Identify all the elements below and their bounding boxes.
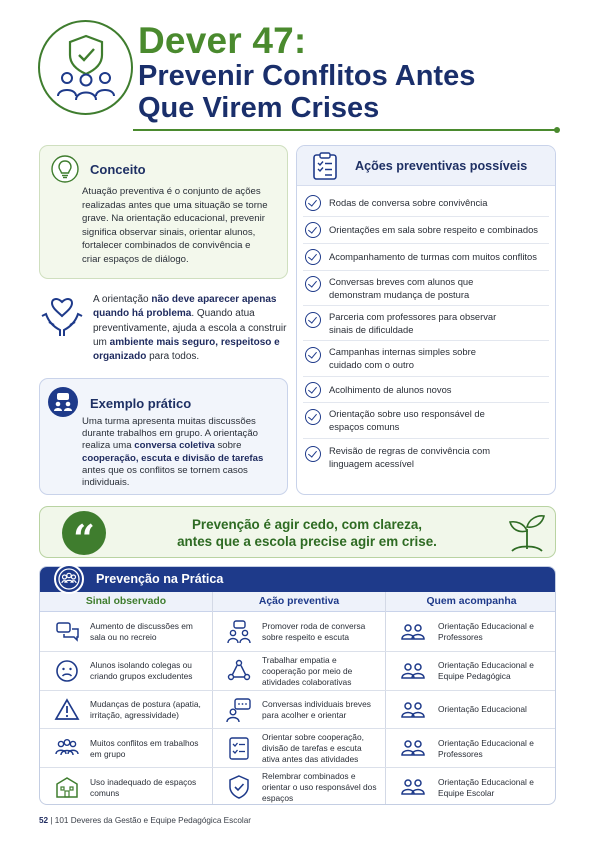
orientation-emphasis: ambiente mais seguro, respeitoso e organizado <box>93 336 280 363</box>
team-network-icon <box>226 658 252 684</box>
people-pair-icon <box>400 658 426 684</box>
list-item-label: Conversas breves com alunos que demonstram mudança de postura <box>329 276 474 300</box>
concept-line: significa observar sinais, orientar alunos, <box>82 226 256 238</box>
heart-hands-icon <box>40 294 84 338</box>
example-text-part: sobre <box>214 440 242 452</box>
concept-line: realizadas antes que uma situação se torne <box>82 199 268 211</box>
table-row <box>40 729 555 768</box>
list-item-label: Orientação sobre uso responsável de espaços comuns <box>329 408 485 432</box>
signal-cell: Mudanças de postura (apatia, irritação, agressividade) <box>90 698 201 720</box>
practice-table-title: Prevenção na Prática <box>96 572 224 586</box>
people-chat-icon <box>48 387 78 417</box>
check-circle-icon <box>305 382 321 398</box>
people-pair-icon <box>400 697 426 723</box>
concept-line: fortalecer combinados de convivência e <box>82 240 251 252</box>
shield-people-icon <box>38 20 133 115</box>
concept-box <box>39 145 288 279</box>
column-header: Ação preventiva <box>213 592 385 612</box>
concept-line: Atuação preventiva é o conjunto de ações <box>82 186 261 197</box>
check-circle-icon <box>305 347 321 363</box>
check-circle-icon <box>305 249 321 265</box>
sprout-icon <box>504 509 550 555</box>
check-circle-icon <box>305 409 321 425</box>
page-number: 52 <box>39 816 49 825</box>
example-emphasis: cooperação, escuta e divisão de tarefas <box>82 452 264 464</box>
page-header <box>38 16 558 130</box>
people-group-badge-icon <box>54 564 84 594</box>
example-text-part: antes que os conflitos se tornem casos individuais. <box>82 464 248 489</box>
list-item-label: Acompanhamento de turmas com muitos conflitos <box>329 251 537 262</box>
preventive-actions-title: Ações preventivas possíveis <box>355 159 528 173</box>
list-item <box>303 190 549 217</box>
list-item <box>303 341 549 377</box>
action-cell: Promover roda de conversa sobre respeito e escuta <box>262 621 366 643</box>
page-title-number: Dever 47: <box>138 20 307 61</box>
chat-bubbles-icon <box>54 619 80 645</box>
example-text-part: Uma turma apresenta muitas discussões durante trabalhos em grupo. A orientação realiza uma <box>82 416 259 452</box>
quote-mark-icon: “ <box>62 511 106 555</box>
building-icon <box>54 774 80 800</box>
responsible-cell: Orientação Educacional e Equipe Escolar <box>438 776 534 798</box>
orientation-text: A orientação <box>93 294 152 305</box>
people-talking-icon <box>226 619 252 645</box>
signal-cell: Muitos conflitos em trabalhos em grupo <box>90 737 199 759</box>
list-item-label: Parceria com professores para observar sinais de dificuldade <box>329 311 497 335</box>
responsible-cell: Orientação Educacional e Equipe Pedagógica <box>438 660 534 682</box>
list-item-label: Revisão de regras de convivência com linguagem acessível <box>329 445 491 469</box>
orientation-note <box>93 293 288 364</box>
example-text <box>82 416 282 489</box>
check-circle-icon <box>305 222 321 238</box>
page-footer <box>39 816 251 825</box>
signal-cell: Alunos isolando colegas ou criando grupos excludentes <box>90 660 193 682</box>
list-item-label: Acolhimento de alunos novos <box>329 384 452 395</box>
signal-cell: Uso inadequado de espaços comuns <box>90 776 197 798</box>
check-circle-icon <box>305 446 321 462</box>
page-title-line: Prevenir Conflitos Antes <box>138 60 476 92</box>
checklist-icon <box>226 735 252 761</box>
list-item <box>303 439 549 477</box>
people-pair-icon <box>400 619 426 645</box>
shield-check-icon <box>226 774 252 800</box>
action-cell: Trabalhar empatia e cooperação por meio de atividades colaborativas <box>262 654 353 687</box>
preventive-actions-header <box>297 146 555 186</box>
column-header: Sinal observado <box>40 592 212 612</box>
action-cell: Relembrar combinados e orientar o uso responsável dos espaços <box>262 771 377 804</box>
quote-line: antes que a escola precise agir em crise. <box>177 534 437 549</box>
preventive-actions-box <box>296 145 556 495</box>
list-item <box>303 244 549 271</box>
action-cell: Conversas individuais breves para acolher e orientar <box>262 698 371 720</box>
footer-separator: | <box>48 816 55 825</box>
orientation-text: . Quando atua preventivamente, ajuda a escola a construir um <box>93 308 287 348</box>
header-divider <box>133 129 557 131</box>
list-item-label: Campanhas internas simples sobre cuidado com o outro <box>329 346 476 370</box>
practice-table-header <box>40 567 555 592</box>
page-title <box>138 60 475 124</box>
action-cell: Orientar sobre cooperação, divisão de tarefas e escuta ativa antes das atividades <box>262 732 364 765</box>
list-item <box>303 403 549 439</box>
concept-text <box>82 185 287 267</box>
signal-cell: Aumento de discussões em sala ou no recreio <box>90 621 193 643</box>
chat-person-icon <box>226 697 252 723</box>
responsible-cell: Orientação Educacional e Professores <box>438 621 534 643</box>
warning-icon <box>54 697 80 723</box>
example-title: Exemplo prático <box>90 396 192 411</box>
check-circle-icon <box>305 276 321 292</box>
quote-banner <box>39 506 556 561</box>
list-item-label: Orientações em sala sobre respeito e combinados <box>329 224 538 235</box>
list-item <box>303 377 549 403</box>
sad-face-icon <box>54 658 80 684</box>
check-circle-icon <box>305 312 321 328</box>
example-emphasis: conversa coletiva <box>134 440 215 452</box>
table-row <box>40 691 555 730</box>
concept-title: Conceito <box>90 162 146 177</box>
practice-table <box>39 566 556 805</box>
responsible-cell: Orientação Educacional <box>438 704 527 715</box>
clipboard-check-icon <box>311 151 339 181</box>
page-title-line: Que Virem Crises <box>138 92 380 124</box>
table-row <box>40 613 555 652</box>
book-title: 101 Deveres da Gestão e Equipe Pedagógica Escolar <box>54 816 251 825</box>
example-box <box>39 378 288 495</box>
orientation-text: para todos. <box>146 351 200 363</box>
list-item <box>303 271 549 306</box>
concept-line: grave. Na orientação educacional, prevenir <box>82 213 265 225</box>
list-item <box>303 217 549 244</box>
quote-line: Prevenção é agir cedo, com clareza, <box>192 517 422 532</box>
column-header: Quem acompanha <box>386 592 556 612</box>
people-pair-icon <box>400 735 426 761</box>
orientation-emphasis: não deve aparecer apenas quando há problema <box>93 294 277 320</box>
responsible-cell: Orientação Educacional e Professores <box>438 737 534 759</box>
list-item-label: Rodas de conversa sobre convivência <box>329 197 488 208</box>
concept-line: criar espaços de diálogo. <box>82 253 189 265</box>
check-circle-icon <box>305 195 321 211</box>
table-row <box>40 768 555 805</box>
table-row <box>40 652 555 691</box>
lightbulb-icon <box>50 154 80 184</box>
group-icon <box>54 735 80 761</box>
list-item <box>303 306 549 341</box>
people-pair-icon <box>400 774 426 800</box>
